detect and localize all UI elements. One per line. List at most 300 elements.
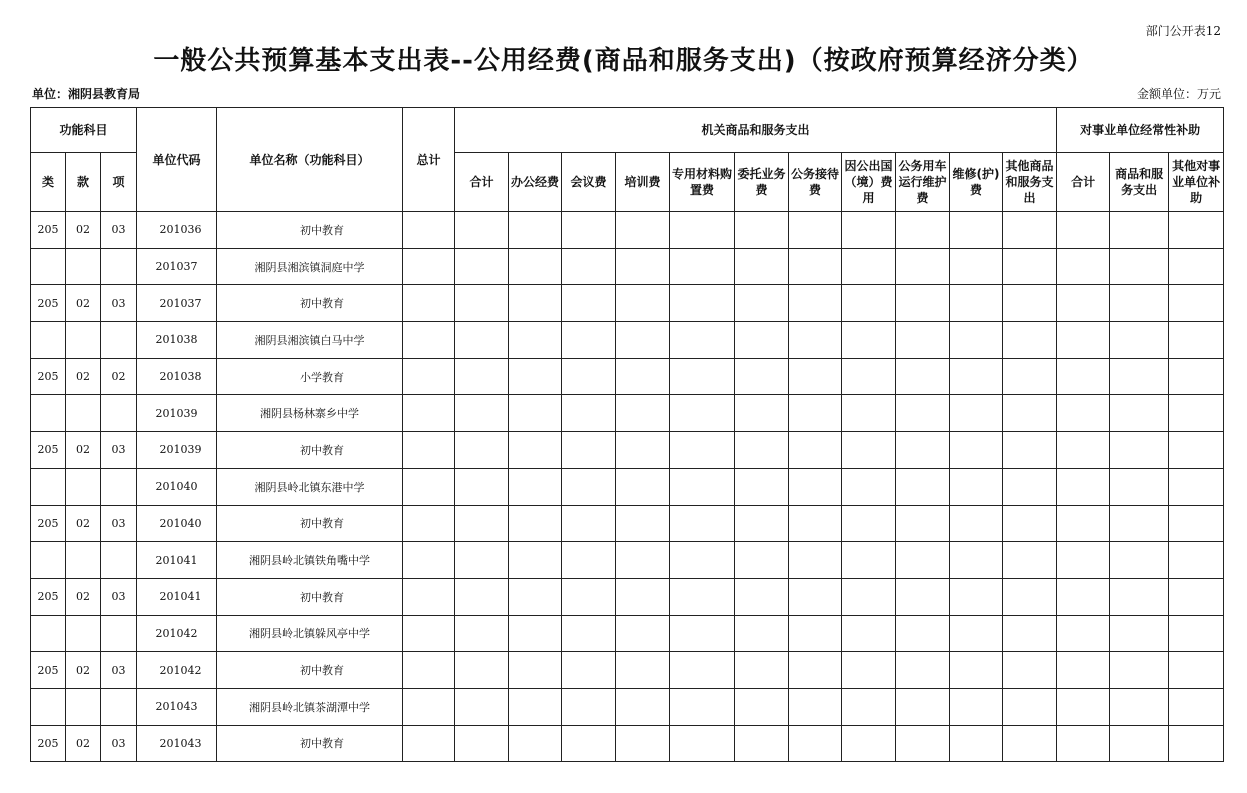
cell-xiang: 03 — [101, 578, 137, 615]
cell-amount — [1110, 358, 1169, 395]
cell-lei — [31, 468, 66, 505]
cell-amount — [1110, 615, 1169, 652]
cell-amount — [1057, 322, 1110, 359]
cell-unit-code: 201041 — [137, 578, 217, 615]
cell-amount — [842, 395, 896, 432]
cell-amount — [509, 505, 562, 542]
cell-amount — [509, 248, 562, 285]
cell-amount — [1003, 322, 1057, 359]
cell-amount — [562, 468, 616, 505]
cell-xiang — [101, 395, 137, 432]
cell-amount — [789, 542, 842, 579]
cell-kuan: 02 — [66, 652, 101, 689]
cell-amount — [455, 358, 509, 395]
cell-kuan — [66, 615, 101, 652]
cell-amount — [403, 615, 455, 652]
cell-amount — [1003, 358, 1057, 395]
cell-amount — [509, 432, 562, 469]
cell-amount — [896, 578, 950, 615]
cell-unit-code: 201042 — [137, 652, 217, 689]
cell-amount — [896, 725, 950, 762]
cell-amount — [842, 542, 896, 579]
cell-amount — [1169, 725, 1224, 762]
cell-amount — [789, 395, 842, 432]
cell-amount — [509, 285, 562, 322]
cell-amount — [670, 395, 735, 432]
cell-amount — [950, 578, 1003, 615]
cell-kuan: 02 — [66, 358, 101, 395]
cell-amount — [842, 652, 896, 689]
cell-amount — [1169, 505, 1224, 542]
header-gov-col: 因公出国（境）费用 — [842, 153, 896, 212]
cell-amount — [403, 542, 455, 579]
cell-amount — [842, 322, 896, 359]
header-sub-col: 商品和服务支出 — [1110, 153, 1169, 212]
cell-amount — [1057, 248, 1110, 285]
table-row — [31, 432, 1224, 469]
cell-amount — [950, 652, 1003, 689]
cell-amount — [950, 505, 1003, 542]
cell-kuan — [66, 688, 101, 725]
header-sub-group: 对事业单位经常性补助 — [1057, 108, 1224, 153]
cell-unit-name: 初中教育 — [217, 725, 403, 762]
cell-amount — [1003, 432, 1057, 469]
cell-amount — [509, 468, 562, 505]
cell-amount — [670, 248, 735, 285]
cell-amount — [1003, 212, 1057, 249]
cell-amount — [1003, 248, 1057, 285]
cell-amount — [616, 322, 670, 359]
cell-amount — [735, 212, 789, 249]
cell-amount — [735, 322, 789, 359]
table-body — [31, 212, 1224, 762]
cell-kuan — [66, 248, 101, 285]
cell-amount — [896, 432, 950, 469]
table-row — [31, 652, 1224, 689]
cell-amount — [950, 358, 1003, 395]
header-gov-col: 维修(护)费 — [950, 153, 1003, 212]
cell-amount — [403, 285, 455, 322]
table-row — [31, 248, 1224, 285]
cell-amount — [789, 432, 842, 469]
cell-amount — [562, 615, 616, 652]
cell-amount — [616, 248, 670, 285]
cell-amount — [735, 432, 789, 469]
cell-amount — [896, 322, 950, 359]
cell-unit-name: 湘阴县湘滨镇洞庭中学 — [217, 248, 403, 285]
header-gov-col: 合计 — [455, 153, 509, 212]
header-gov-col: 培训费 — [616, 153, 670, 212]
cell-amount — [789, 688, 842, 725]
cell-lei: 205 — [31, 505, 66, 542]
cell-amount — [950, 688, 1003, 725]
cell-amount — [1169, 248, 1224, 285]
cell-amount — [1169, 468, 1224, 505]
cell-xiang: 03 — [101, 285, 137, 322]
cell-amount — [735, 505, 789, 542]
cell-kuan — [66, 468, 101, 505]
cell-amount — [455, 248, 509, 285]
cell-lei: 205 — [31, 432, 66, 469]
cell-amount — [1057, 395, 1110, 432]
cell-amount — [562, 652, 616, 689]
cell-amount — [1110, 248, 1169, 285]
cell-amount — [455, 212, 509, 249]
cell-amount — [1110, 395, 1169, 432]
cell-amount — [842, 468, 896, 505]
cell-lei — [31, 542, 66, 579]
cell-lei: 205 — [31, 212, 66, 249]
cell-amount — [670, 578, 735, 615]
cell-amount — [735, 652, 789, 689]
cell-amount — [403, 248, 455, 285]
cell-amount — [1169, 578, 1224, 615]
cell-lei: 205 — [31, 652, 66, 689]
cell-amount — [509, 322, 562, 359]
cell-amount — [1169, 212, 1224, 249]
cell-lei — [31, 322, 66, 359]
cell-amount — [616, 468, 670, 505]
cell-amount — [735, 468, 789, 505]
cell-amount — [950, 468, 1003, 505]
cell-xiang — [101, 248, 137, 285]
cell-lei: 205 — [31, 725, 66, 762]
table-row — [31, 615, 1224, 652]
cell-amount — [562, 542, 616, 579]
cell-amount — [1110, 652, 1169, 689]
header-gov-col: 专用材料购置费 — [670, 153, 735, 212]
header-total: 总计 — [403, 108, 455, 212]
cell-amount — [1057, 725, 1110, 762]
cell-lei — [31, 615, 66, 652]
cell-amount — [509, 688, 562, 725]
cell-amount — [789, 322, 842, 359]
cell-amount — [1057, 615, 1110, 652]
cell-amount — [842, 285, 896, 322]
cell-amount — [616, 395, 670, 432]
cell-amount — [509, 615, 562, 652]
cell-amount — [842, 578, 896, 615]
cell-amount — [670, 468, 735, 505]
cell-amount — [562, 212, 616, 249]
cell-amount — [455, 468, 509, 505]
cell-unit-code: 201037 — [137, 248, 217, 285]
header-gov-group: 机关商品和服务支出 — [455, 108, 1057, 153]
amount-unit-label: 金额单位：万元 — [1136, 87, 1221, 101]
cell-xiang: 02 — [101, 358, 137, 395]
cell-unit-name: 初中教育 — [217, 578, 403, 615]
cell-unit-code: 201042 — [137, 615, 217, 652]
cell-amount — [1057, 578, 1110, 615]
cell-amount — [1003, 578, 1057, 615]
cell-unit-code: 201039 — [137, 395, 217, 432]
cell-unit-name: 湘阴县湘滨镇白马中学 — [217, 322, 403, 359]
cell-amount — [616, 212, 670, 249]
cell-amount — [950, 285, 1003, 322]
cell-amount — [562, 432, 616, 469]
header-func-subject: 功能科目 — [31, 108, 137, 153]
cell-unit-name: 湘阴县岭北镇东港中学 — [217, 468, 403, 505]
cell-amount — [896, 395, 950, 432]
cell-lei: 205 — [31, 578, 66, 615]
cell-amount — [509, 212, 562, 249]
cell-amount — [455, 505, 509, 542]
cell-amount — [950, 248, 1003, 285]
cell-unit-name: 湘阴县岭北镇铁角嘴中学 — [217, 542, 403, 579]
header-unit-name: 单位名称（功能科目） — [217, 108, 403, 212]
cell-amount — [403, 652, 455, 689]
cell-amount — [1057, 285, 1110, 322]
cell-unit-code: 201043 — [137, 725, 217, 762]
cell-amount — [789, 505, 842, 542]
cell-amount — [735, 725, 789, 762]
cell-amount — [616, 725, 670, 762]
cell-amount — [509, 395, 562, 432]
cell-amount — [403, 505, 455, 542]
cell-amount — [842, 505, 896, 542]
cell-amount — [616, 578, 670, 615]
cell-amount — [842, 688, 896, 725]
cell-amount — [789, 615, 842, 652]
cell-amount — [403, 578, 455, 615]
cell-amount — [670, 615, 735, 652]
cell-amount — [896, 468, 950, 505]
header-gov-col: 其他商品和服务支出 — [1003, 153, 1057, 212]
cell-lei: 205 — [31, 358, 66, 395]
cell-amount — [1169, 432, 1224, 469]
cell-amount — [562, 578, 616, 615]
cell-unit-code: 201041 — [137, 542, 217, 579]
cell-unit-code: 201037 — [137, 285, 217, 322]
cell-amount — [616, 652, 670, 689]
cell-amount — [789, 358, 842, 395]
cell-amount — [562, 688, 616, 725]
cell-amount — [789, 725, 842, 762]
cell-amount — [403, 432, 455, 469]
cell-unit-name: 初中教育 — [217, 285, 403, 322]
cell-kuan: 02 — [66, 432, 101, 469]
cell-amount — [789, 285, 842, 322]
cell-amount — [1057, 468, 1110, 505]
cell-amount — [562, 358, 616, 395]
cell-amount — [562, 285, 616, 322]
cell-amount — [789, 212, 842, 249]
header-unit-code: 单位代码 — [137, 108, 217, 212]
cell-amount — [1057, 652, 1110, 689]
cell-unit-name: 湘阴县岭北镇躲风亭中学 — [217, 615, 403, 652]
header-gov-col: 委托业务费 — [735, 153, 789, 212]
cell-xiang — [101, 542, 137, 579]
cell-amount — [1003, 505, 1057, 542]
cell-unit-name: 初中教育 — [217, 652, 403, 689]
cell-amount — [616, 285, 670, 322]
cell-amount — [1057, 505, 1110, 542]
cell-amount — [670, 285, 735, 322]
cell-amount — [735, 395, 789, 432]
cell-unit-code: 201039 — [137, 432, 217, 469]
cell-amount — [670, 725, 735, 762]
table-row — [31, 322, 1224, 359]
cell-amount — [509, 358, 562, 395]
cell-amount — [403, 322, 455, 359]
cell-amount — [1169, 615, 1224, 652]
cell-amount — [896, 542, 950, 579]
cell-lei — [31, 395, 66, 432]
header-gov-col: 办公经费 — [509, 153, 562, 212]
cell-unit-code: 201038 — [137, 322, 217, 359]
cell-amount — [670, 432, 735, 469]
cell-amount — [562, 505, 616, 542]
cell-amount — [403, 725, 455, 762]
table-row — [31, 395, 1224, 432]
cell-amount — [896, 688, 950, 725]
cell-amount — [1169, 542, 1224, 579]
header-sub-col: 其他对事业单位补助 — [1169, 153, 1224, 212]
cell-unit-code: 201038 — [137, 358, 217, 395]
cell-amount — [616, 432, 670, 469]
cell-amount — [403, 688, 455, 725]
cell-amount — [455, 322, 509, 359]
cell-amount — [1003, 468, 1057, 505]
cell-amount — [1169, 285, 1224, 322]
header-gov-col: 公务用车运行维护费 — [896, 153, 950, 212]
cell-amount — [842, 212, 896, 249]
cell-amount — [509, 578, 562, 615]
cell-amount — [1110, 468, 1169, 505]
cell-amount — [562, 395, 616, 432]
cell-amount — [896, 652, 950, 689]
cell-amount — [670, 505, 735, 542]
header-kuan: 款 — [66, 153, 101, 212]
table-row — [31, 578, 1224, 615]
cell-amount — [1003, 285, 1057, 322]
cell-amount — [950, 432, 1003, 469]
cell-xiang — [101, 688, 137, 725]
cell-amount — [735, 358, 789, 395]
cell-amount — [1057, 358, 1110, 395]
cell-amount — [735, 542, 789, 579]
cell-amount — [1003, 542, 1057, 579]
cell-amount — [1057, 212, 1110, 249]
cell-amount — [789, 578, 842, 615]
cell-amount — [455, 285, 509, 322]
cell-kuan — [66, 395, 101, 432]
page-title: 一般公共预算基本支出表--公用经费(商品和服务支出)（按政府预算经济分类） — [153, 46, 1094, 76]
cell-amount — [455, 615, 509, 652]
cell-amount — [616, 505, 670, 542]
cell-amount — [562, 322, 616, 359]
cell-amount — [842, 432, 896, 469]
cell-amount — [455, 578, 509, 615]
cell-amount — [842, 358, 896, 395]
cell-xiang: 03 — [101, 725, 137, 762]
table-row — [31, 358, 1224, 395]
cell-xiang — [101, 468, 137, 505]
expenditure-table — [30, 107, 1224, 762]
cell-lei: 205 — [31, 285, 66, 322]
cell-amount — [1057, 688, 1110, 725]
cell-amount — [562, 248, 616, 285]
cell-amount — [403, 212, 455, 249]
cell-amount — [670, 212, 735, 249]
cell-amount — [1003, 395, 1057, 432]
cell-amount — [896, 248, 950, 285]
cell-amount — [950, 212, 1003, 249]
table-row — [31, 285, 1224, 322]
table-row — [31, 542, 1224, 579]
cell-xiang — [101, 322, 137, 359]
cell-amount — [735, 688, 789, 725]
cell-unit-name: 小学教育 — [217, 358, 403, 395]
cell-amount — [896, 358, 950, 395]
cell-amount — [670, 542, 735, 579]
cell-unit-name: 湘阴县岭北镇茶湖潭中学 — [217, 688, 403, 725]
cell-kuan: 02 — [66, 212, 101, 249]
cell-amount — [455, 432, 509, 469]
cell-amount — [1110, 322, 1169, 359]
cell-kuan: 02 — [66, 725, 101, 762]
cell-amount — [670, 358, 735, 395]
header-gov-col: 公务接待费 — [789, 153, 842, 212]
cell-amount — [1110, 212, 1169, 249]
table-row — [31, 505, 1224, 542]
cell-amount — [1110, 578, 1169, 615]
unit-label: 单位：湘阴县教育局 — [32, 87, 141, 101]
cell-amount — [789, 468, 842, 505]
cell-xiang: 03 — [101, 212, 137, 249]
cell-amount — [1110, 688, 1169, 725]
cell-amount — [896, 212, 950, 249]
header-sub-col: 合计 — [1057, 153, 1110, 212]
cell-amount — [509, 542, 562, 579]
cell-amount — [455, 725, 509, 762]
cell-kuan: 02 — [66, 285, 101, 322]
cell-unit-name: 初中教育 — [217, 505, 403, 542]
cell-amount — [562, 725, 616, 762]
cell-amount — [896, 285, 950, 322]
cell-amount — [842, 725, 896, 762]
header-lei: 类 — [31, 153, 66, 212]
cell-amount — [1110, 542, 1169, 579]
cell-amount — [950, 395, 1003, 432]
cell-amount — [1110, 432, 1169, 469]
table-row — [31, 725, 1224, 762]
cell-amount — [670, 322, 735, 359]
cell-amount — [1057, 432, 1110, 469]
cell-amount — [896, 505, 950, 542]
cell-amount — [1003, 652, 1057, 689]
cell-amount — [842, 248, 896, 285]
cell-amount — [509, 725, 562, 762]
cell-xiang — [101, 615, 137, 652]
header-gov-col: 会议费 — [562, 153, 616, 212]
cell-amount — [1169, 358, 1224, 395]
form-number: 部门公开表12 — [1145, 24, 1221, 38]
cell-kuan: 02 — [66, 578, 101, 615]
cell-amount — [1110, 285, 1169, 322]
cell-amount — [789, 652, 842, 689]
cell-amount — [455, 395, 509, 432]
cell-amount — [735, 578, 789, 615]
cell-amount — [842, 615, 896, 652]
cell-amount — [950, 322, 1003, 359]
cell-kuan — [66, 542, 101, 579]
cell-amount — [1003, 615, 1057, 652]
cell-xiang: 03 — [101, 505, 137, 542]
cell-lei — [31, 248, 66, 285]
cell-kuan: 02 — [66, 505, 101, 542]
cell-xiang: 03 — [101, 432, 137, 469]
